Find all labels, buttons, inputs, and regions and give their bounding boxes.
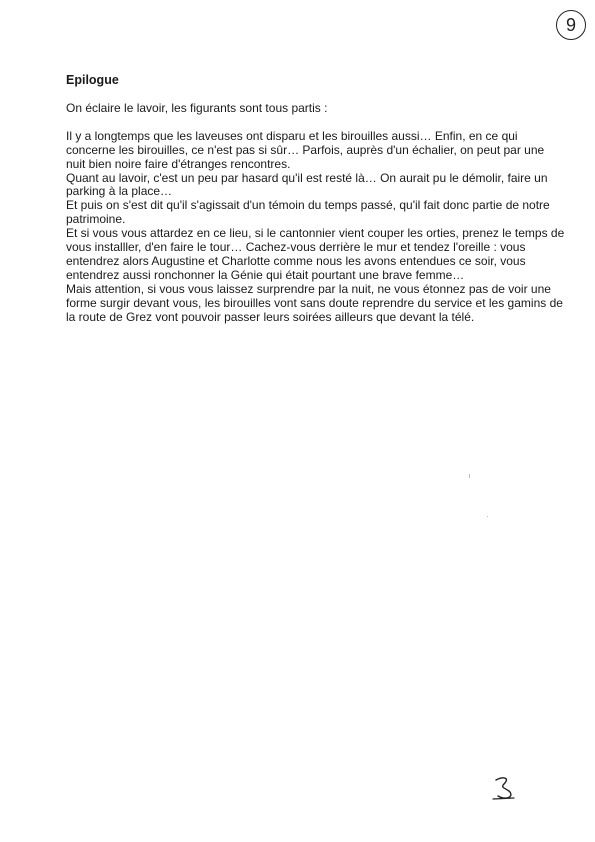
page-number: 9 [565,14,576,35]
paragraph-5: Mais attention, si vous vous laissez surprendre par la nuit, ne vous étonnez pas de voir une forme surgir devant vous, les birouilles vont sans doute reprendre du service et les gamins de la route de Grez vont pouvoir passer leurs soirées ailleurs que devant la télé. [66,281,563,324]
handwritten-initial-mark [490,774,520,804]
paragraph-2: Quant au lavoir, c'est un peu par hasard qu'il est resté là… On aurait pu le démolir, faire un parking à la place… [66,170,548,199]
scan-speck [469,474,470,478]
page-number-circle [556,10,586,40]
document-body [66,74,566,325]
section-title: Epilogue [66,73,119,87]
paragraph-4: Et si vous vous attardez en ce lieu, si le cantonnier vient couper les orties, prenez le temps de vous installler, d'en faire le tour… Cachez-vous derrière le mur et tendez l'oreille : vous entendrez alors Augustine et Charlotte comme nous les avons entendues ce soir, vous entendrez aussi ronchonner la Génie qui était pourtant une brave femme… [66,226,565,282]
paragraph-1: Il y a longtemps que les laveuses ont disparu et les birouilles aussi… Enfin, en ce qui concerne les birouilles, ce n'est pas si sûr… Parfois, auprès d'un échalier, on peut par une nuit bien noire faire d'étranges rencontres. [66,128,545,171]
scan-speck [487,516,488,517]
paragraph-3: Et puis on s'est dit qu'il s'agissait d'un témoin du temps passé, qu'il fait donc partie de notre patrimoine. [66,198,550,227]
intro-paragraph: On éclaire le lavoir, les figurants sont tous partis : [66,100,328,115]
